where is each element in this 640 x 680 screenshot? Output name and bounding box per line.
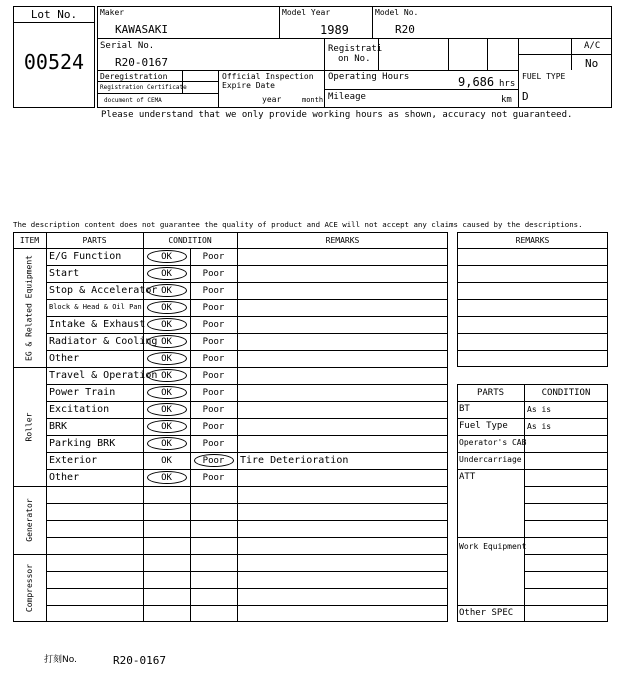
month-label: month — [302, 96, 324, 104]
lot-divider — [13, 22, 95, 23]
model-year-label: Model Year — [282, 8, 331, 17]
ok-selected-circle — [147, 301, 187, 314]
poor-option[interactable]: Poor — [202, 337, 225, 347]
ok-selected-circle — [147, 420, 187, 433]
maker-label: Maker — [100, 8, 125, 17]
ok-option[interactable]: OK — [161, 269, 172, 279]
side-part-name: Operator's CAB — [459, 438, 527, 447]
ok-option[interactable]: OK — [161, 439, 172, 449]
col-item: ITEM — [19, 236, 40, 245]
part-name: Other — [49, 472, 80, 483]
group-label: Generator — [24, 498, 34, 542]
side-part-name: Undercarriage — [459, 455, 522, 464]
hours-notice: Please understand that we only provide working hours as shown, accuracy not guaranteed. — [101, 110, 573, 120]
ok-option[interactable]: OK — [161, 320, 172, 330]
inspection-label-2: Expire Date — [222, 81, 275, 90]
poor-option[interactable]: Poor — [202, 473, 225, 483]
ok-option[interactable]: OK — [161, 371, 172, 381]
poor-option[interactable]: Poor — [202, 320, 225, 330]
ok-option[interactable]: OK — [161, 337, 172, 347]
ok-option[interactable]: OK — [161, 303, 172, 313]
ok-selected-circle — [147, 318, 187, 331]
group-label: Roller — [24, 412, 34, 441]
km-unit: km — [501, 95, 512, 105]
cema-label: document of CEMA — [104, 97, 162, 104]
part-name: Travel & Operation — [49, 370, 158, 381]
part-name: Excitation — [49, 404, 110, 415]
side-col-parts: PARTS — [476, 388, 505, 398]
part-name: Radiator & Cooling — [49, 336, 158, 347]
part-name: E/G Function — [49, 251, 122, 262]
poor-option[interactable]: Poor — [202, 422, 225, 432]
mileage-label: Mileage — [328, 92, 366, 102]
ok-selected-circle — [147, 471, 187, 484]
group-label: EG & Related Equipment — [24, 254, 34, 361]
side-condition-value: As is — [527, 405, 552, 414]
ok-selected-circle — [147, 352, 187, 365]
side-part-name: BT — [459, 404, 470, 414]
stamp-value: R20-0167 — [113, 654, 166, 667]
part-name: Block & Head & Oil Pan — [49, 303, 142, 311]
poor-option[interactable]: Poor — [202, 286, 225, 296]
side-col-condition: CONDITION — [541, 388, 591, 398]
ok-option[interactable]: OK — [161, 354, 172, 364]
hrs-unit: hrs — [499, 79, 516, 89]
ok-option[interactable]: OK — [161, 456, 172, 466]
inspection-label-1: Official Inspection — [222, 72, 314, 81]
ok-option[interactable]: OK — [161, 405, 172, 415]
part-name: Power Train — [49, 387, 116, 398]
operating-hours-value: 9,686 — [458, 75, 495, 89]
ok-selected-circle — [147, 250, 187, 263]
part-name: BRK — [49, 421, 68, 432]
poor-option[interactable]: Poor — [202, 439, 225, 449]
poor-option[interactable]: Poor — [202, 388, 225, 398]
part-name: Exterior — [49, 455, 98, 466]
side-part-name: ATT — [459, 472, 476, 482]
ok-selected-circle — [147, 386, 187, 399]
col-condition: CONDITION — [168, 236, 212, 245]
col-parts: PARTS — [82, 236, 107, 245]
registration-label-2: on No. — [338, 54, 371, 64]
poor-option[interactable]: Poor — [202, 405, 225, 415]
group-label: Compressor — [24, 563, 34, 613]
part-name: Start — [49, 268, 80, 279]
col-remarks: REMARKS — [325, 236, 360, 245]
lot-label: Lot No. — [30, 8, 78, 21]
part-name: Stop & Accelerator — [49, 285, 158, 296]
registration-label-1: Registrati — [328, 44, 383, 54]
lot-number: 00524 — [23, 50, 85, 74]
ok-option[interactable]: OK — [161, 252, 172, 262]
ok-selected-circle — [147, 403, 187, 416]
serial-label: Serial No. — [100, 41, 155, 51]
poor-selected-circle — [194, 454, 234, 467]
stamp-label: 打刻No. — [44, 655, 77, 665]
poor-option[interactable]: Poor — [202, 456, 225, 466]
ok-option[interactable]: OK — [161, 473, 172, 483]
ok-selected-circle — [147, 267, 187, 280]
registration-cert-label: Registration Certificate — [100, 84, 187, 91]
part-name: Intake & Exhaust — [49, 319, 146, 330]
model-year-value: 1989 — [320, 23, 349, 37]
operating-hours-label: Operating Hours — [328, 72, 410, 82]
ok-selected-circle — [147, 369, 187, 382]
poor-option[interactable]: Poor — [202, 354, 225, 364]
maker-value: KAWASAKI — [115, 23, 168, 36]
side-condition-value: As is — [527, 422, 552, 431]
part-name: Parking BRK — [49, 438, 116, 449]
side-part-name: Work Equipment — [459, 542, 527, 551]
side-part-name: Other SPEC — [459, 608, 514, 618]
fuel-type-label: FUEL TYPE — [522, 72, 566, 81]
disclaimer: The description content does not guarantee the quality of product and ACE will not accept any claims caused by the descriptions. — [13, 220, 583, 229]
ok-selected-circle — [147, 437, 187, 450]
ac-value: No — [585, 57, 599, 70]
poor-option[interactable]: Poor — [202, 252, 225, 262]
ok-selected-circle — [147, 335, 187, 348]
poor-option[interactable]: Poor — [202, 371, 225, 381]
fuel-type-value: D — [522, 90, 529, 103]
right-remarks-label: REMARKS — [515, 236, 550, 245]
ok-selected-circle — [147, 284, 187, 297]
ac-label: A/C — [584, 41, 601, 51]
model-no-value: R20 — [395, 23, 415, 36]
poor-option[interactable]: Poor — [202, 303, 225, 313]
side-part-name: Fuel Type — [459, 421, 508, 431]
part-name: Other — [49, 353, 80, 364]
year-label: year — [262, 95, 282, 104]
deregistration-label: Deregistration — [100, 72, 168, 81]
serial-value: R20-0167 — [115, 56, 168, 69]
ok-option[interactable]: OK — [161, 286, 172, 296]
remark-text: Tire Deterioration — [240, 455, 349, 466]
ok-option[interactable]: OK — [161, 388, 172, 398]
poor-option[interactable]: Poor — [202, 269, 225, 279]
model-no-label: Model No. — [375, 8, 419, 17]
ok-option[interactable]: OK — [161, 422, 172, 432]
